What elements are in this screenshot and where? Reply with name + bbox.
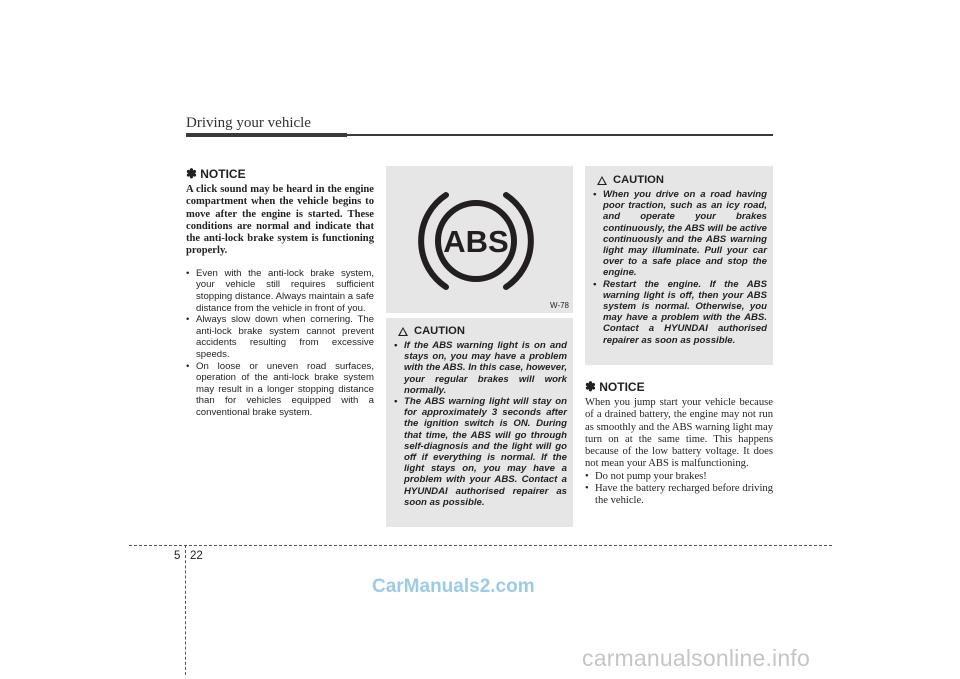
watermark-top: CarManuals2.com [372, 576, 535, 597]
footer-rule [129, 545, 832, 546]
list-item: • If the ABS warning light is on and stays on, you may have a problem with the ABS. In this case, however, your regular brakes will work normally. [394, 340, 567, 396]
abs-warning-icon [386, 166, 573, 313]
list-item: • The ABS warning light will stay on for approximately 3 seconds after the ignition switch is ON. During that time, the ABS will go through self-diagnosis and the light will go off if everything is normal. If the light stays on, you may have a problem with your ABS. Contact a HYUNDAI authorised repairer as soon as possible. [394, 396, 567, 508]
notice-heading-right: ✽ NOTICE [585, 379, 645, 394]
image-code: W-78 [550, 301, 569, 310]
notice-right [585, 379, 773, 508]
left-column [186, 166, 374, 419]
list-item: • Have the battery recharged before driving the vehicle. [585, 483, 773, 508]
notice-star-icon: ✽ [186, 166, 197, 181]
caution-box-middle [386, 318, 573, 527]
caution-heading-middle: CAUTION [394, 325, 567, 337]
caution-list-right [593, 189, 767, 346]
notice-star-icon: ✽ [585, 379, 596, 394]
list-item: • Restart the engine. If the ABS warning light is off, then your ABS system is normal. Otherwise, you may have a problem with the ABS. Contact a HYUNDAI authorised repairer as soon as possible. [593, 279, 767, 346]
footer-divider [185, 545, 186, 675]
caution-list-middle [394, 340, 567, 508]
notice-heading-left: ✽ NOTICE [186, 166, 246, 181]
warning-triangle-icon [597, 176, 607, 185]
header-bar-thick [186, 133, 347, 137]
watermark-bottom: carmanualsonline.info [582, 645, 810, 671]
notice-paragraph-left: A click sound may be heard in the engine compartment when the vehicle begins to move after the engine is started. These conditions are normal and indicate that the anti-lock brake system is functioning properly. [186, 184, 374, 257]
abs-warning-image [386, 166, 573, 313]
section-number: 5 [174, 550, 181, 562]
notice-bullets-right [585, 471, 773, 508]
caution-box-right [585, 166, 773, 365]
list-item: • When you drive on a road having poor traction, such as an icy road, and operate your brakes continuously, the ABS will be active continuously and the ABS warning light may illuminate. Pull your car over to a safe place and stop the engine. [593, 189, 767, 279]
left-bullet-list [186, 268, 374, 419]
header-rule [347, 134, 773, 136]
caution-heading-right: CAUTION [593, 174, 767, 186]
list-item: • Even with the anti-lock brake system, your vehicle still requires sufficient stopping distance. Always maintain a safe distance from the vehicle in front of you. [186, 268, 374, 314]
page-number: 22 [190, 550, 203, 562]
list-item: • On loose or uneven road surfaces, operation of the anti-lock brake system may result in a longer stopping distance than for vehicles equipped with a conventional brake system. [186, 361, 374, 419]
notice-paragraph-right: When you jump start your vehicle because of a drained battery, the engine may not run as smoothly and the ABS warning light may turn on at the same time. This happens because of the low battery voltage. It does not mean your ABS is malfunctioning. [585, 397, 773, 470]
list-item: • Do not pump your brakes! [585, 471, 773, 483]
warning-triangle-icon [398, 327, 408, 336]
page-header-title: Driving your vehicle [186, 115, 311, 131]
abs-label: ABS [443, 224, 509, 259]
list-item: • Always slow down when cornering. The anti-lock brake system cannot prevent accidents resulting from excessive speeds. [186, 314, 374, 360]
